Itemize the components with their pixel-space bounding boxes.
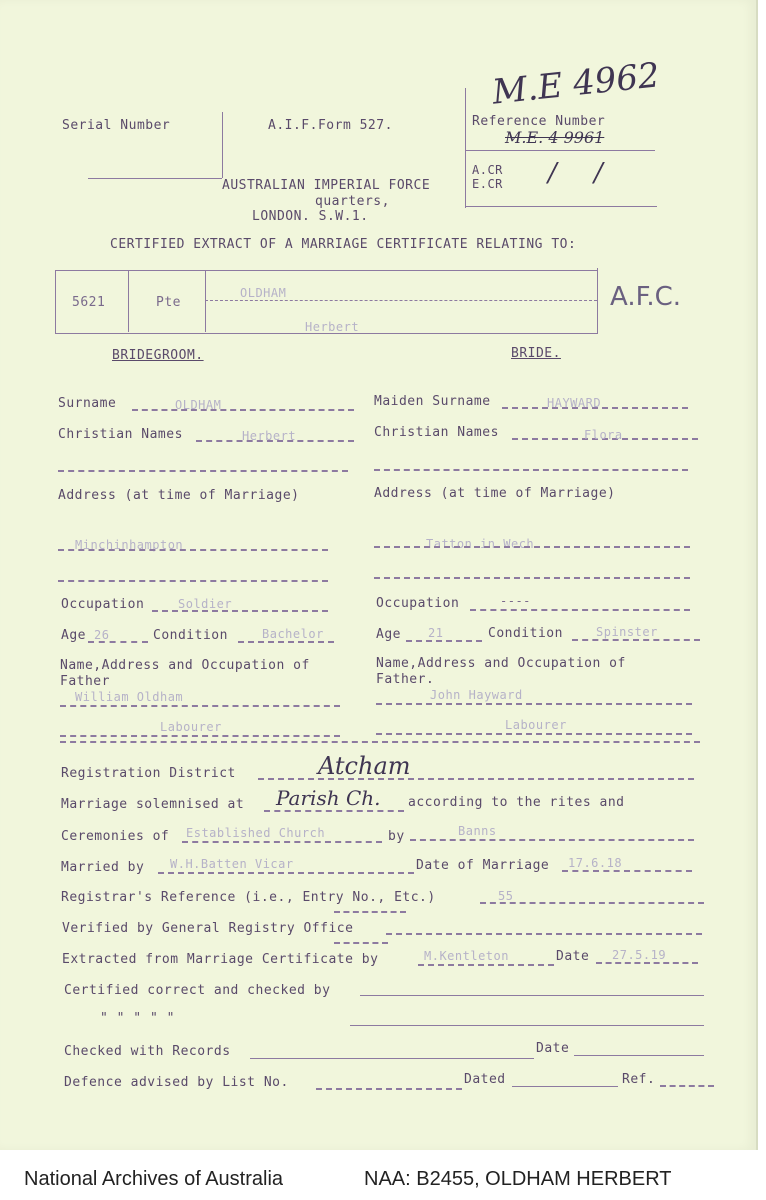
bride-address: Tatton in Wech xyxy=(426,537,535,551)
extracted-label: Extracted from Marriage Certificate by xyxy=(62,952,379,967)
serial-number-label: Serial Number xyxy=(62,118,171,133)
registrar-ref-label: Registrar's Reference (i.e., Entry No., Etc.) xyxy=(61,890,436,905)
org-line-3: LONDON. S.W.1. xyxy=(252,209,369,224)
form-name: A.I.F.Form 527. xyxy=(268,118,393,133)
bride-occupation-label: Occupation xyxy=(376,596,460,611)
registrar-ref-line xyxy=(480,902,704,904)
groom-age-label: Age xyxy=(61,628,86,643)
groom-father-occupation: Labourer xyxy=(160,720,222,734)
bride-condition-label: Condition xyxy=(488,626,563,641)
registrar-ref: 55 xyxy=(498,889,514,903)
verified-line xyxy=(386,933,702,935)
reference-number-label: Reference Number xyxy=(472,114,606,129)
bride-christian-names-label: Christian Names xyxy=(374,425,499,440)
org-line-2: quarters, xyxy=(315,194,390,209)
groom-age: 26 xyxy=(94,628,110,642)
defence-line xyxy=(316,1088,462,1090)
by-value: Banns xyxy=(458,824,497,838)
bride-condition-line xyxy=(572,639,700,641)
reference-line xyxy=(465,150,655,151)
groom-address: Minchinhampton xyxy=(75,538,184,552)
bride-occupation: ---- xyxy=(500,594,531,608)
married-by-line xyxy=(158,872,414,874)
groom-occupation-label: Occupation xyxy=(61,597,145,612)
soldier-surname: OLDHAM xyxy=(240,286,287,300)
soldier-box-midline xyxy=(205,300,597,301)
certified-line xyxy=(360,995,704,996)
ceremonies: Established Church xyxy=(186,826,326,840)
certified-label: Certified correct and checked by xyxy=(64,983,331,998)
date-of-marriage-label: Date of Marriage xyxy=(416,858,550,873)
bride-address-label: Address (at time of Marriage) xyxy=(374,486,616,501)
reference-box-left xyxy=(465,88,466,208)
groom-occupation-line xyxy=(152,610,328,612)
bride-address-line-2 xyxy=(374,577,690,579)
dated-label: Dated xyxy=(464,1072,506,1087)
reference-bottom-line xyxy=(465,206,657,207)
groom-father-line-1 xyxy=(60,705,340,707)
ditto-marks: " " " " " xyxy=(100,1011,175,1026)
bride-age-label: Age xyxy=(376,627,401,642)
registration-district: Atcham xyxy=(318,752,411,780)
registration-district-line xyxy=(258,778,694,780)
extracted-date-line xyxy=(596,962,698,964)
defence-label: Defence advised by List No. xyxy=(64,1075,289,1090)
archive-name: National Archives of Australia xyxy=(24,1168,284,1190)
soldier-box-div-1 xyxy=(128,270,129,332)
certificate-title: CERTIFIED EXTRACT OF A MARRIAGE CERTIFICATE RELATING TO: xyxy=(110,237,577,252)
acr-label: A.CR xyxy=(472,163,503,177)
ceremonies-line xyxy=(182,841,382,843)
bride-heading: BRIDE. xyxy=(511,346,561,361)
reference-struck-number: M.E. 4 9961 xyxy=(505,128,605,147)
ceremonies-label: Ceremonies of xyxy=(61,829,170,844)
bride-christian-names: Flora xyxy=(584,428,623,442)
bridegroom-heading: BRIDEGROOM. xyxy=(112,348,204,363)
groom-christian-names: Herbert xyxy=(242,429,297,443)
groom-father-label: Name,Address and Occupation of Father xyxy=(60,658,310,689)
reference-handwritten: M.E 4962 xyxy=(490,55,662,113)
ref-label: Ref. xyxy=(622,1072,656,1087)
groom-condition-label: Condition xyxy=(153,628,228,643)
bride-surname: HAYWARD xyxy=(547,396,602,410)
bride-names-extra-line xyxy=(374,469,688,471)
bride-father-label: Name,Address and Occupation of Father. xyxy=(376,656,626,687)
married-by: W.H.Batten Vicar xyxy=(170,857,294,871)
extracted-by-line xyxy=(418,964,554,966)
by-label: by xyxy=(388,829,405,844)
bride-age: 21 xyxy=(428,626,444,640)
date-of-marriage: 17.6.18 xyxy=(568,856,623,870)
checked-records-label: Checked with Records xyxy=(64,1044,231,1059)
bride-address-line-1 xyxy=(374,546,690,548)
groom-age-line xyxy=(88,641,148,643)
solemnised-line xyxy=(264,810,404,812)
verified-label: Verified by General Registry Office xyxy=(62,921,354,936)
groom-occupation: Soldier xyxy=(178,597,233,611)
soldier-unit-note: A.F.C. xyxy=(610,282,682,312)
date-of-marriage-line xyxy=(562,870,692,872)
solemnised-at: Parish Ch. xyxy=(276,786,381,810)
soldier-box-right xyxy=(597,268,598,334)
married-by-label: Married by xyxy=(61,860,145,875)
registration-district-label: Registration District xyxy=(61,766,236,781)
by-line xyxy=(410,839,694,841)
ecr-label: E.CR xyxy=(472,177,503,191)
groom-surname-label: Surname xyxy=(58,396,117,411)
serial-number-divider xyxy=(222,112,223,178)
ecr-mark: / xyxy=(594,158,603,188)
bride-father-name: John Hayward xyxy=(430,688,523,702)
groom-address-label: Address (at time of Marriage) xyxy=(58,488,300,503)
groom-christian-names-label: Christian Names xyxy=(58,427,183,442)
checked-date-label: Date xyxy=(536,1041,570,1056)
groom-surname-line xyxy=(132,409,354,411)
bride-father-line-1 xyxy=(376,703,692,705)
extracted-date-label: Date xyxy=(556,949,590,964)
registrar-ref-underline xyxy=(334,911,406,913)
solemnised-label: Marriage solemnised at xyxy=(61,797,245,812)
rites-label: according to the rites and xyxy=(408,795,625,810)
groom-address-line-2 xyxy=(58,580,328,582)
checked-records-line xyxy=(250,1058,534,1059)
bride-condition: Spinster xyxy=(596,625,658,639)
bride-occupation-line xyxy=(470,609,690,611)
ref-line xyxy=(660,1085,714,1087)
checked-date-line xyxy=(574,1055,704,1056)
groom-father-name: William Oldham xyxy=(75,690,184,704)
groom-address-line-1 xyxy=(58,549,328,551)
bride-father-line-2 xyxy=(376,733,692,735)
org-line-1: AUSTRALIAN IMPERIAL FORCE xyxy=(222,178,431,193)
ditto-line xyxy=(350,1025,704,1026)
bride-age-line xyxy=(406,640,482,642)
dated-line xyxy=(512,1086,618,1087)
soldier-given-name: Herbert xyxy=(305,320,360,334)
soldier-box-div-2 xyxy=(205,270,206,332)
extracted-date: 27.5.19 xyxy=(612,948,667,962)
soldier-number: 5621 xyxy=(72,295,106,310)
acr-mark: / xyxy=(548,158,557,188)
groom-father-line-2 xyxy=(60,735,340,737)
soldier-rank: Pte xyxy=(156,295,181,310)
verified-underline xyxy=(334,942,388,944)
archive-citation: NAA: B2455, OLDHAM HERBERT xyxy=(364,1168,672,1190)
groom-condition: Bachelor xyxy=(262,627,324,641)
bride-father-occupation: Labourer xyxy=(505,718,567,732)
serial-number-line xyxy=(88,178,222,179)
bride-surname-label: Maiden Surname xyxy=(374,394,491,409)
extracted-by: M.Kentleton xyxy=(424,949,509,963)
groom-condition-line xyxy=(238,641,334,643)
section-divider xyxy=(60,741,700,743)
groom-names-extra-line xyxy=(58,470,348,472)
groom-surname: OLDHAM xyxy=(175,398,222,412)
